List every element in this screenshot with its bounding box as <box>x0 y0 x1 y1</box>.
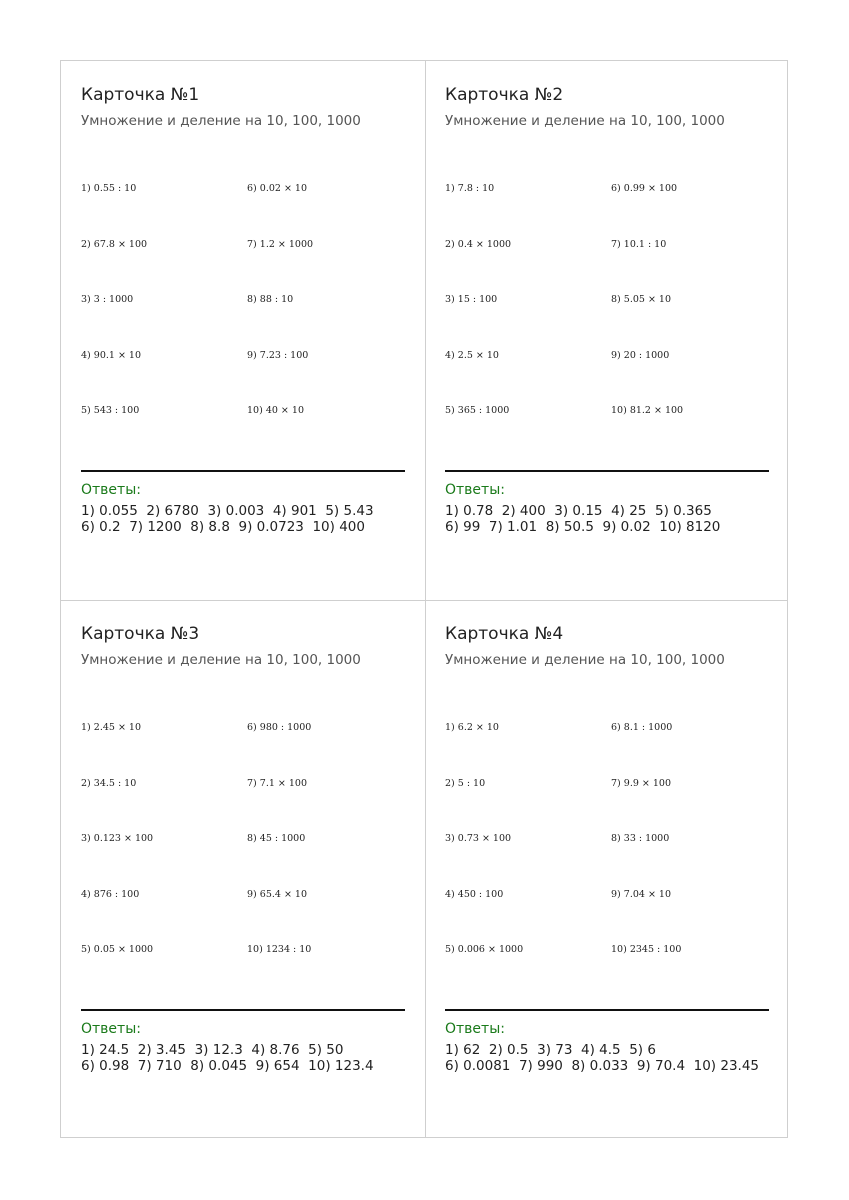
problem-3: 3) 3 : 1000 <box>81 294 134 305</box>
problem-5: 5) 0.05 × 1000 <box>81 944 154 955</box>
answers-line-2: 6) 0.0081 7) 990 8) 0.033 9) 70.4 10) 23.45 <box>445 1058 760 1074</box>
problem-7: 7) 1.2 × 1000 <box>247 238 314 250</box>
problem-1: 1) 0.55 : 10 <box>81 183 137 194</box>
answers-heading: Ответы: <box>81 482 141 498</box>
problem-8: 8) 33 : 1000 <box>611 833 670 844</box>
problem-10: 10) 2345 : 100 <box>611 944 682 955</box>
problem-10: 10) 1234 : 10 <box>247 944 312 955</box>
problem-list <box>445 183 775 463</box>
answers-divider <box>445 1009 769 1011</box>
problem-5: 5) 0.006 × 1000 <box>445 944 524 955</box>
card-2 <box>425 61 789 600</box>
problem-1: 1) 6.2 × 10 <box>445 722 499 733</box>
problem-5: 5) 365 : 1000 <box>445 405 510 416</box>
answers-heading: Ответы: <box>81 1021 141 1037</box>
problem-3: 3) 0.123 × 100 <box>81 833 154 844</box>
problem-9: 9) 7.04 × 10 <box>611 888 672 900</box>
card-title: Карточка №3 <box>81 624 200 644</box>
problem-1: 1) 2.45 × 10 <box>81 722 142 733</box>
answers-line-2: 6) 99 7) 1.01 8) 50.5 9) 0.02 10) 8120 <box>445 519 721 535</box>
card-subtitle: Умножение и деление на 10, 100, 1000 <box>445 113 725 129</box>
card-subtitle: Умножение и деление на 10, 100, 1000 <box>445 652 725 668</box>
problem-8: 8) 5.05 × 10 <box>611 294 672 305</box>
problem-7: 7) 7.1 × 100 <box>247 777 308 789</box>
problem-9: 9) 20 : 1000 <box>611 349 670 361</box>
worksheet <box>60 60 788 1138</box>
card-1 <box>61 61 425 600</box>
answers-divider <box>81 1009 405 1011</box>
problem-9: 9) 65.4 × 10 <box>247 888 308 900</box>
card-subtitle: Умножение и деление на 10, 100, 1000 <box>81 652 361 668</box>
problem-8: 8) 88 : 10 <box>247 294 294 305</box>
problem-8: 8) 45 : 1000 <box>247 833 306 844</box>
problem-2: 2) 5 : 10 <box>445 777 486 789</box>
problem-list <box>81 722 411 1002</box>
problem-2: 2) 34.5 : 10 <box>81 777 137 789</box>
card-subtitle: Умножение и деление на 10, 100, 1000 <box>81 113 361 129</box>
answers-divider <box>81 470 405 472</box>
answers-heading: Ответы: <box>445 1021 505 1037</box>
answers-divider <box>445 470 769 472</box>
problem-10: 10) 81.2 × 100 <box>611 405 684 416</box>
problem-9: 9) 7.23 : 100 <box>247 349 309 361</box>
card-3 <box>61 600 425 1139</box>
problem-6: 6) 0.99 × 100 <box>611 183 678 194</box>
problem-list <box>445 722 775 1002</box>
problem-5: 5) 543 : 100 <box>81 405 140 416</box>
answers-line-1: 1) 62 2) 0.5 3) 73 4) 4.5 5) 6 <box>445 1042 656 1058</box>
problem-3: 3) 15 : 100 <box>445 294 498 305</box>
problem-6: 6) 0.02 × 10 <box>247 183 308 194</box>
answers-line-2: 6) 0.98 7) 710 8) 0.045 9) 654 10) 123.4 <box>81 1058 374 1074</box>
problem-4: 4) 2.5 × 10 <box>445 349 499 361</box>
card-title: Карточка №2 <box>445 85 564 105</box>
problem-3: 3) 0.73 × 100 <box>445 833 512 844</box>
card-title: Карточка №1 <box>81 85 200 105</box>
problem-list <box>81 183 411 463</box>
card-title: Карточка №4 <box>445 624 564 644</box>
answers-line-1: 1) 24.5 2) 3.45 3) 12.3 4) 8.76 5) 50 <box>81 1042 344 1058</box>
answers-line-2: 6) 0.2 7) 1200 8) 8.8 9) 0.0723 10) 400 <box>81 519 365 535</box>
problem-1: 1) 7.8 : 10 <box>445 183 495 194</box>
problem-10: 10) 40 × 10 <box>247 405 304 416</box>
problem-4: 4) 450 : 100 <box>445 888 504 900</box>
problem-7: 7) 10.1 : 10 <box>611 238 667 250</box>
answers-heading: Ответы: <box>445 482 505 498</box>
problem-4: 4) 876 : 100 <box>81 888 140 900</box>
answers-line-1: 1) 0.055 2) 6780 3) 0.003 4) 901 5) 5.43 <box>81 503 374 519</box>
problem-6: 6) 980 : 1000 <box>247 722 312 733</box>
card-4 <box>425 600 789 1139</box>
problem-6: 6) 8.1 : 1000 <box>611 722 673 733</box>
problem-4: 4) 90.1 × 10 <box>81 349 142 361</box>
problem-2: 2) 0.4 × 1000 <box>445 238 512 250</box>
problem-2: 2) 67.8 × 100 <box>81 238 148 250</box>
problem-7: 7) 9.9 × 100 <box>611 777 672 789</box>
answers-line-1: 1) 0.78 2) 400 3) 0.15 4) 25 5) 0.365 <box>445 503 712 519</box>
